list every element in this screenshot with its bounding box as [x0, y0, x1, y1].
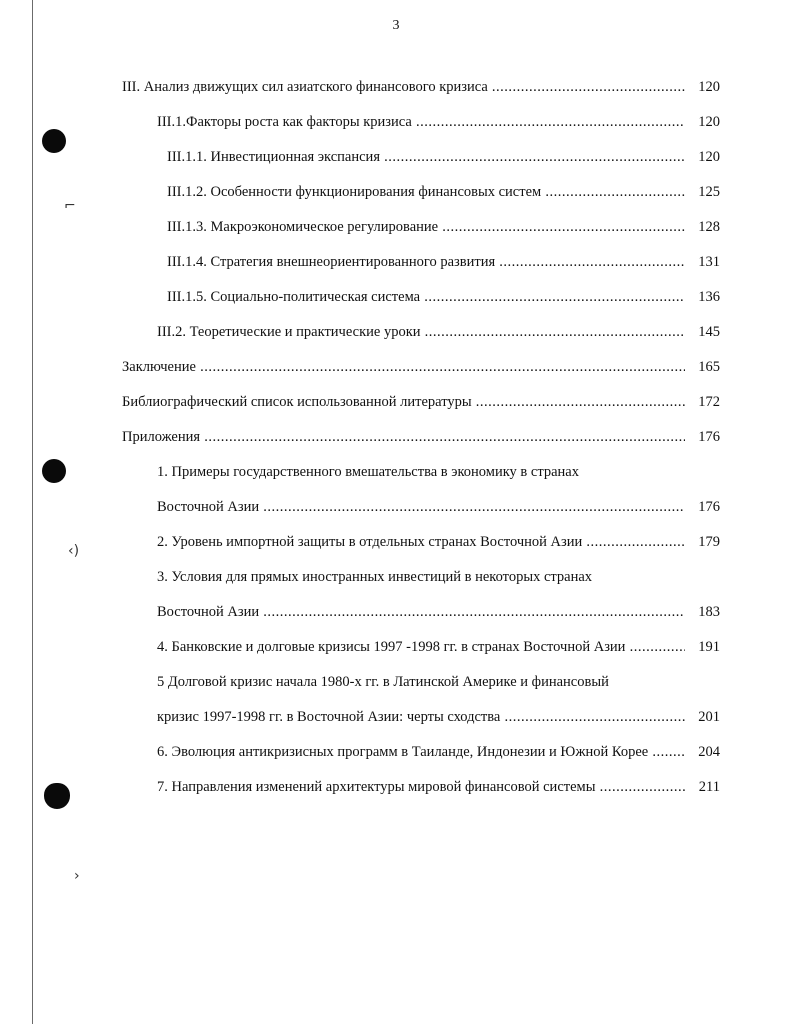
- toc-entry-title: 1. Примеры государственного вмешательства в экономику в странах: [157, 464, 579, 480]
- toc-entry-title: III.1.Факторы роста как факторы кризиса .....: [157, 110, 685, 134]
- toc-entry-title: III.1.4. Стратегия внешнеориентированного развития .....: [167, 250, 685, 274]
- toc-entry[interactable]: [0, 635, 792, 659]
- toc-entry[interactable]: [0, 215, 792, 239]
- toc-entry[interactable]: [0, 250, 792, 274]
- toc-entry-page: 176: [698, 429, 720, 445]
- toc-entry[interactable]: [0, 320, 792, 344]
- toc-entry[interactable]: [0, 705, 792, 729]
- toc-entry-page: 204: [698, 744, 720, 760]
- toc-entry-title: III.1.2. Особенности функционирования финансовых систем .....: [167, 180, 685, 204]
- page-number: 3: [392, 18, 400, 33]
- toc-entry[interactable]: [0, 530, 792, 554]
- toc-entry-page: 201: [698, 709, 720, 725]
- toc-entry-page: 136: [698, 289, 720, 305]
- toc-entry-page: 120: [698, 149, 720, 165]
- toc-entry[interactable]: [0, 740, 792, 764]
- toc-entry-title: 2. Уровень импортной защиты в отдельных странах Восточной Азии .....: [157, 530, 685, 554]
- toc-entry-title: Восточной Азии .....: [157, 600, 685, 624]
- toc-entry-page: 165: [698, 359, 720, 375]
- toc-entry-title: Заключение .....: [122, 355, 685, 379]
- margin-mark: ‹): [68, 543, 80, 559]
- toc-entry-page: 120: [698, 114, 720, 130]
- toc-entry-title: III. Анализ движущих сил азиатского финансового кризиса .....: [122, 75, 685, 99]
- toc-entry[interactable]: [0, 565, 792, 589]
- toc-entry-title: Приложения .....: [122, 425, 685, 449]
- toc-entry-title: кризис 1997-1998 гг. в Восточной Азии: черты сходства .....: [157, 705, 685, 729]
- toc-entry-page: 172: [698, 394, 720, 410]
- toc-entry-page: 131: [698, 254, 720, 270]
- toc-entry[interactable]: [0, 600, 792, 624]
- toc-entry-title: 5 Долговой кризис начала 1980-х гг. в Латинской Америке и финансовый: [157, 674, 609, 690]
- toc-entry-page: 211: [698, 779, 720, 795]
- toc-entry-page: 183: [698, 604, 720, 620]
- margin-mark: ⌐: [64, 198, 76, 214]
- toc-entry-title: III.1.5. Социально-политическая система .....: [167, 285, 685, 309]
- toc-entry-title: 6. Эволюция антикризисных программ в Таиланде, Индонезии и Южной Корее .....: [157, 740, 685, 764]
- toc-entry-title: 7. Направления изменений архитектуры мировой финансовой системы .....: [157, 775, 685, 799]
- toc-entry-page: 191: [698, 639, 720, 655]
- toc-entry-title: III.1.1. Инвестиционная экспансия .....: [167, 145, 685, 169]
- toc-entry[interactable]: [0, 110, 792, 134]
- toc-entry[interactable]: [0, 180, 792, 204]
- toc-entry-title: III.1.3. Макроэкономическое регулирование .....: [167, 215, 685, 239]
- toc-entry-title: III.2. Теоретические и практические уроки .....: [157, 320, 685, 344]
- toc-entry[interactable]: [0, 460, 792, 484]
- toc-entry-page: 145: [698, 324, 720, 340]
- toc-entry[interactable]: [0, 145, 792, 169]
- toc-entry-page: 128: [698, 219, 720, 235]
- toc-entry[interactable]: [0, 285, 792, 309]
- toc-entry-page: 120: [698, 79, 720, 95]
- toc-entry-title: 3. Условия для прямых иностранных инвестиций в некоторых странах: [157, 569, 593, 585]
- toc-entry[interactable]: [0, 425, 792, 449]
- toc-entry-page: 176: [698, 499, 720, 515]
- toc-entry-page: 179: [698, 534, 720, 550]
- toc-entry[interactable]: [0, 670, 792, 694]
- toc-entry[interactable]: [0, 390, 792, 414]
- toc-entry-title: 4. Банковские и долговые кризисы 1997 -1998 гг. в странах Восточной Азии .....: [157, 635, 685, 659]
- toc-entry[interactable]: [0, 355, 792, 379]
- toc-entry[interactable]: [0, 75, 792, 99]
- toc-entry-page: 125: [698, 184, 720, 200]
- toc-entry[interactable]: [0, 775, 792, 799]
- toc-entry-title: Восточной Азии .....: [157, 495, 685, 519]
- toc-entry[interactable]: [0, 495, 792, 519]
- margin-mark: ›: [74, 868, 80, 884]
- toc-entry-title: Библиографический список использованной литературы .....: [122, 390, 685, 414]
